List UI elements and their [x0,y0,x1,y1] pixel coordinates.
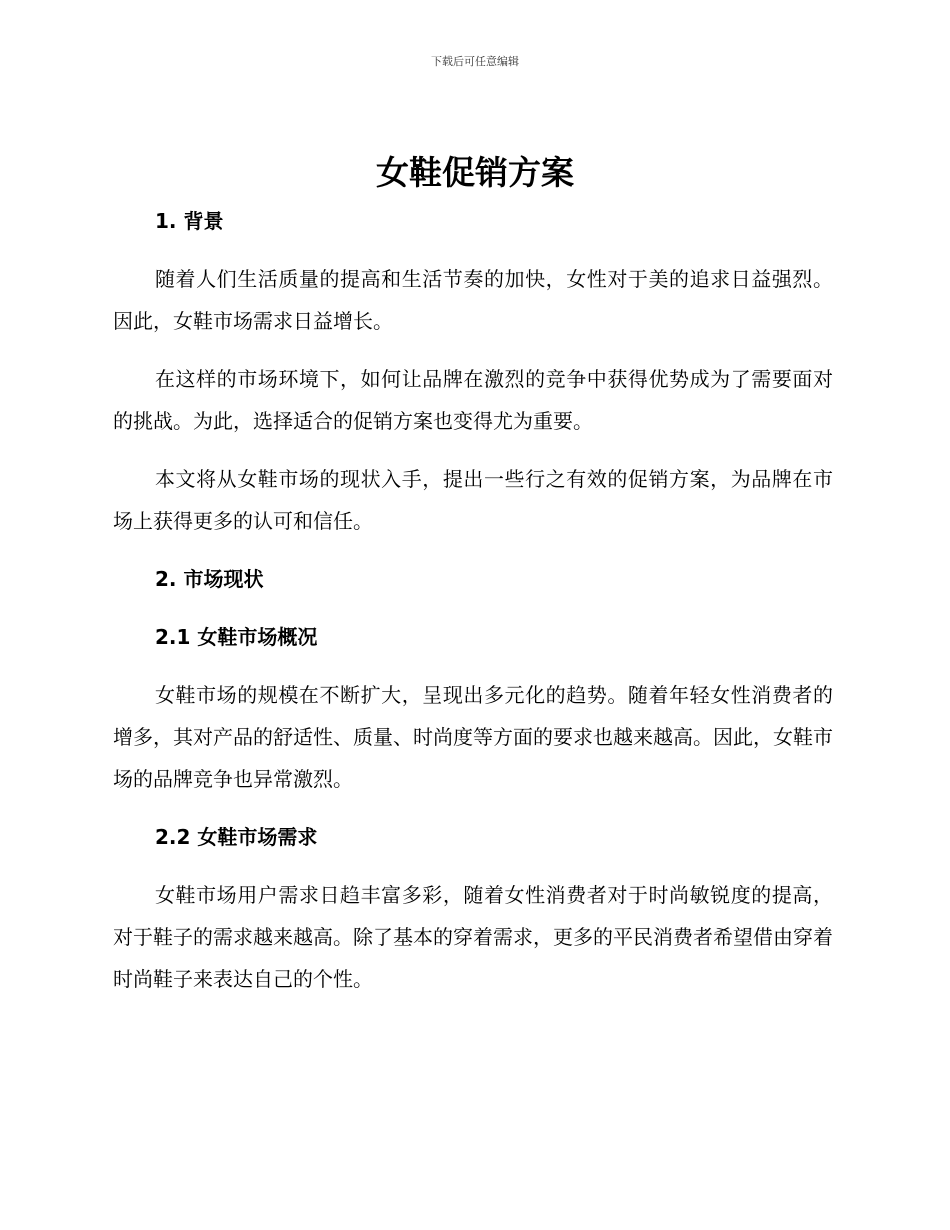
section-heading-background: 1. 背景 [155,209,224,233]
document-body [113,200,833,1016]
paragraph: 本文将从女鞋市场的现状入手，提出一些行之有效的促销方案，为品牌在市场上获得更多的认可和信任。 [113,467,833,533]
subsection-heading-market-demand: 2.2 女鞋市场需求 [155,825,318,849]
paragraph: 随着人们生活质量的提高和生活节奏的加快，女性对于美的追求日益强烈。因此，女鞋市场需求日益增长。 [113,267,833,333]
document-title: 女鞋促销方案 [376,153,574,192]
paragraph: 女鞋市场的规模在不断扩大，呈现出多元化的趋势。随着年轻女性消费者的增多，其对产品的舒适性、质量、时尚度等方面的要求也越来越高。因此，女鞋市场的品牌竞争也异常激烈。 [113,683,833,791]
section-heading-market-status: 2. 市场现状 [155,567,264,591]
paragraph: 在这样的市场环境下，如何让品牌在激烈的竞争中获得优势成为了需要面对的挑战。为此，选择适合的促销方案也变得尤为重要。 [113,367,833,433]
subsection-heading-market-overview: 2.1 女鞋市场概况 [155,625,318,649]
page-header-note: 下载后可任意编辑 [431,55,519,68]
paragraph: 女鞋市场用户需求日趋丰富多彩，随着女性消费者对于时尚敏锐度的提高，对于鞋子的需求越来越高。除了基本的穿着需求，更多的平民消费者希望借由穿着时尚鞋子来表达自己的个性。 [113,883,833,991]
